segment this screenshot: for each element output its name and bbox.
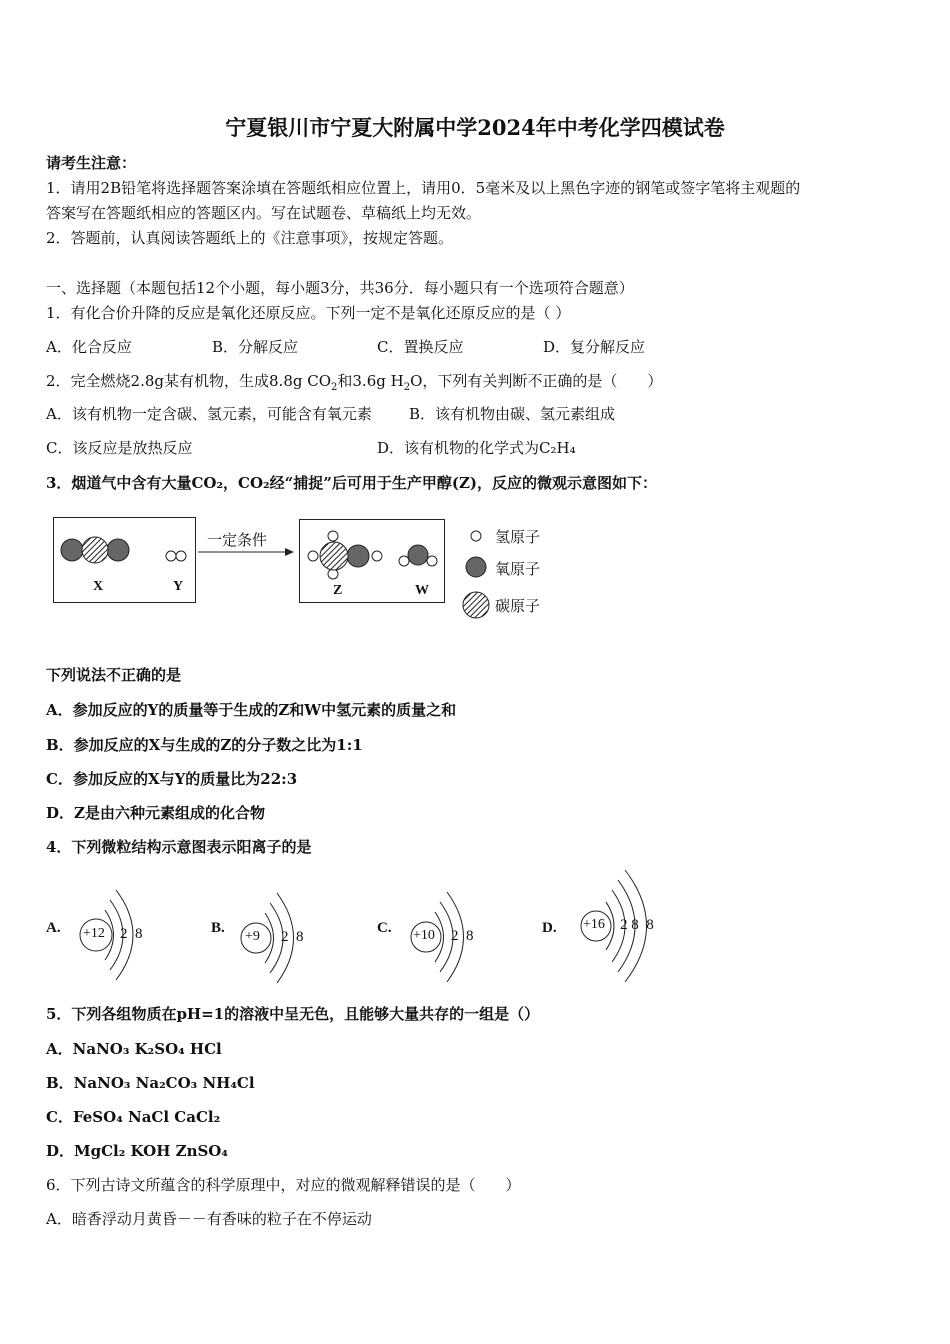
notice-line-2: 2．答题前，认真阅读答题纸上的《注意事项》，按规定答题。	[46, 229, 454, 247]
q4-d-nucleus: +16	[583, 917, 605, 932]
legend-hydrogen: 氢原子	[495, 528, 541, 546]
q1-option-d: D．复分解反应	[543, 338, 646, 356]
q2-stem-a: 2．完全燃烧2.8g某有机物，生成8.8g CO	[46, 372, 332, 390]
legend-oxygen: 氧原子	[495, 560, 541, 578]
label-x: X	[93, 579, 104, 594]
q3-stem: 3．烟道气中含有大量CO₂，CO₂经“捕捉”后可用于生产甲醇(Z)，反应的微观示意图如下：	[46, 474, 657, 492]
notice-line-1: 1．请用2B铅笔将选择题答案涂填在答题纸相应位置上，请用0．5毫米及以上黑色字迹的钢笔或签字笔将主观题的	[46, 179, 801, 197]
hydrogen-legend-icon	[471, 531, 481, 541]
q6-stem: 6．下列古诗文所蕴含的科学原理中，对应的微观解释错误的是（ ）	[46, 1176, 521, 1194]
q5-stem: 5．下列各组物质在pH=1的溶液中呈无色，且能够大量共存的一组是（）	[46, 1005, 540, 1023]
q4-c-nucleus: +10	[413, 928, 435, 943]
q2-stem-c: O，下列有关判断不正确的是（ ）	[410, 372, 663, 390]
q5-option-b: B．NaNO₃ Na₂CO₃ NH₄Cl	[46, 1074, 255, 1092]
legend-carbon: 碳原子	[495, 597, 541, 615]
q2-option-d: D．该有机物的化学式为C₂H₄	[377, 439, 576, 457]
q5-option-a: A．NaNO₃ K₂SO₄ HCl	[46, 1040, 222, 1058]
q4-a-shells: 2 8	[120, 926, 143, 942]
q1-option-a: A．化合反应	[46, 338, 132, 356]
section-heading: 一、选择题（本题包括12个小题，每小题3分，共36分．每小题只有一个选项符合题意）	[46, 279, 634, 297]
q1-stem: 1．有化合价升降的反应是氧化还原反应。下列一定不是氧化还原反应的是（ ）	[46, 304, 571, 322]
q3-option-c: C．参加反应的X与Y的质量比为22:3	[46, 770, 298, 788]
q5-option-d: D．MgCl₂ KOH ZnSO₄	[46, 1142, 228, 1160]
page-title: 宁夏银川市宁夏大附属中学2024年中考化学四模试卷	[225, 115, 725, 140]
q1-option-c: C．置换反应	[377, 338, 464, 356]
q3-option-d: D．Z是由六种元素组成的化合物	[46, 804, 265, 822]
notice-line-1b: 答案写在答题纸相应的答题区内。写在试题卷、草稿纸上均无效。	[46, 204, 482, 222]
q4-stem: 4．下列微粒结构示意图表示阳离子的是	[46, 838, 312, 856]
q2-stem: 2．完全燃烧2.8g某有机物，生成8.8g $CO_2$和3.6g $H_2O$，下列有关判断不正确的是（ ）	[46, 372, 663, 393]
carbon-legend-icon	[463, 592, 489, 618]
atom-structure-diagrams	[0, 860, 950, 990]
q2-option-c: C．该反应是放热反应	[46, 439, 193, 457]
notice-heading: 请考生注意：	[46, 154, 137, 172]
q2-option-a: A．该有机物一定含碳、氢元素，可能含有氧元素	[46, 405, 372, 423]
oxygen-legend-icon	[466, 557, 486, 577]
q2-option-b: B．该有机物由碳、氢元素组成	[409, 405, 616, 423]
q1-option-b: B．分解反应	[212, 338, 299, 356]
q5-option-c: C．FeSO₄ NaCl CaCl₂	[46, 1108, 221, 1126]
q4-d-shells: 2 8 8	[620, 917, 654, 933]
q4-b-shells: 2 8	[281, 929, 304, 945]
q3-prompt: 下列说法不正确的是	[46, 666, 182, 684]
q3-option-a: A．参加反应的Y的质量等于生成的Z和W中氢元素的质量之和	[46, 701, 457, 719]
q4-option-b-letter: B.	[211, 920, 225, 936]
q4-option-c-letter: C.	[377, 920, 392, 936]
q4-a-nucleus: +12	[83, 926, 105, 941]
q4-b-nucleus: +9	[245, 929, 260, 944]
q4-c-shells: 2 8	[451, 928, 474, 944]
arrow-condition: 一定条件	[207, 531, 268, 549]
q2-stem-b: 和3.6g H	[337, 372, 404, 390]
q6-option-a: A．暗香浮动月黄昏－－有香味的粒子在不停运动	[46, 1210, 372, 1228]
label-z: Z	[333, 583, 343, 598]
label-w: W	[415, 583, 429, 598]
label-y: Y	[173, 579, 184, 594]
q4-option-d-letter: D.	[542, 920, 557, 936]
q3-option-b: B．参加反应的X与生成的Z的分子数之比为1:1	[46, 736, 363, 754]
q4-option-a-letter: A.	[46, 920, 61, 936]
